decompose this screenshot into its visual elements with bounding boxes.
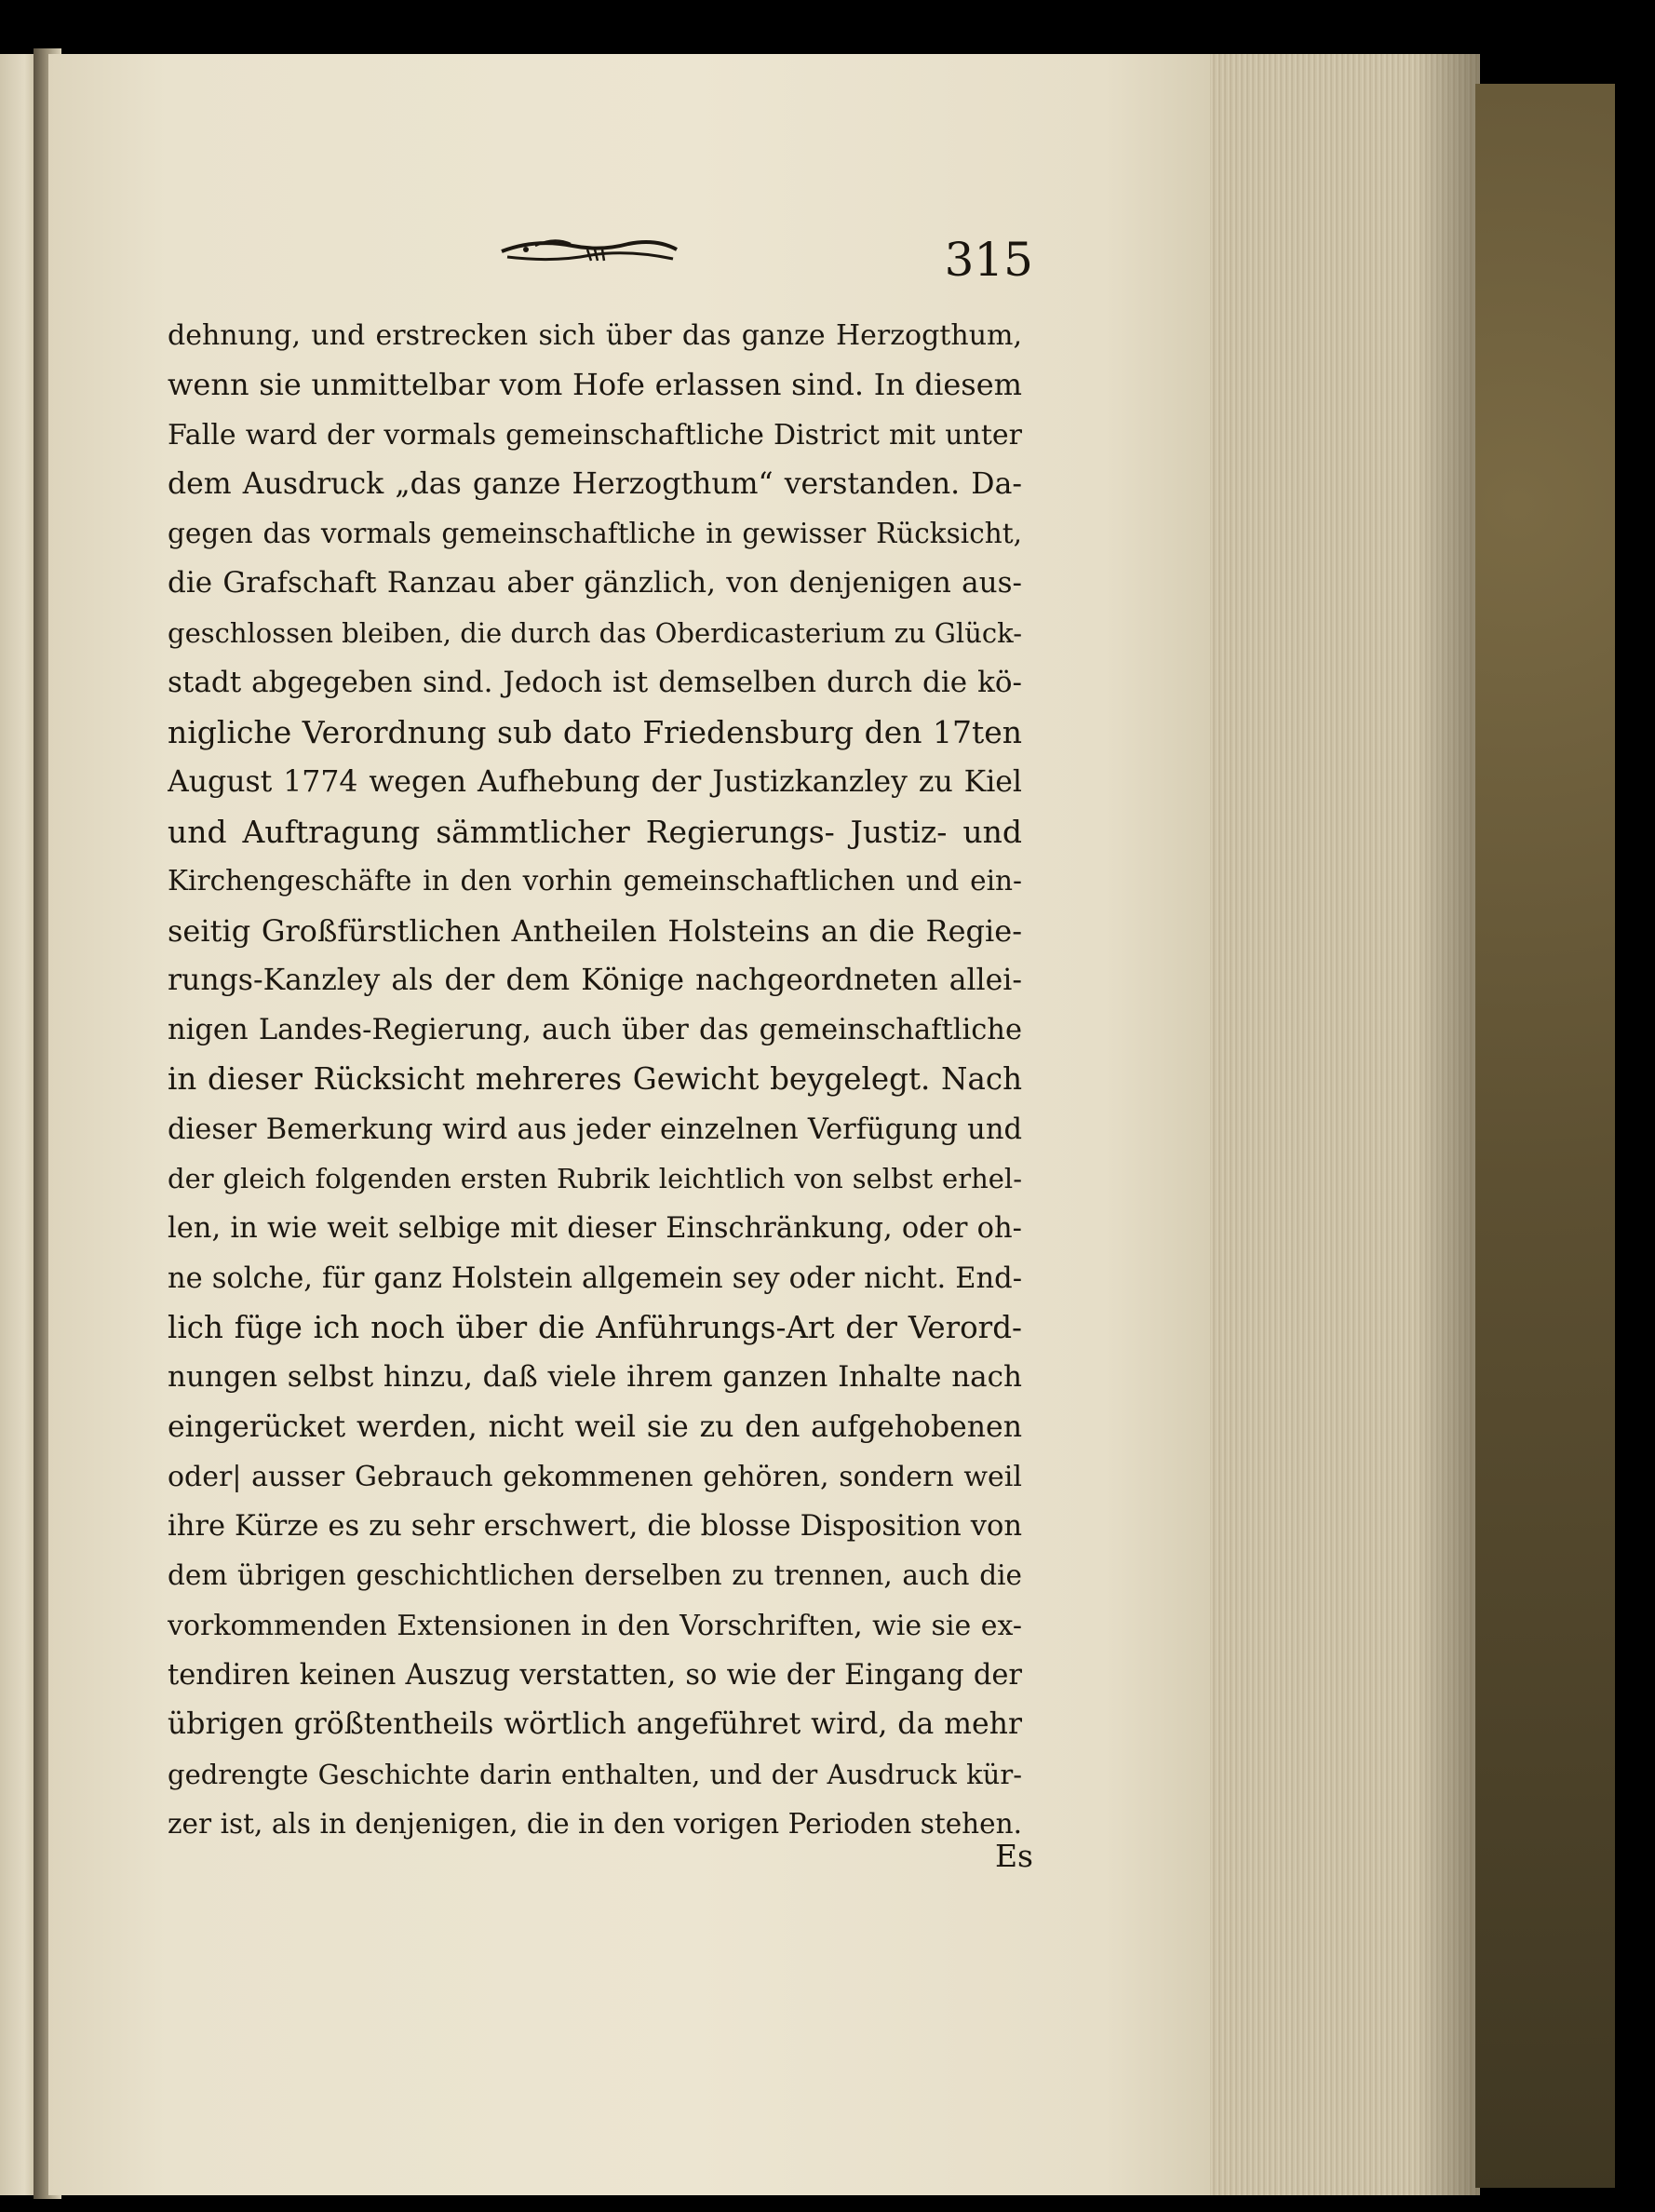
- text-line: oder| ausser Gebrauch gekommenen gehören, sondern weil: [168, 1460, 1022, 1493]
- text-line: August 1774 wegen Aufhebung der Justizkanzley zu Kiel: [168, 764, 1022, 799]
- text-line: Falle ward der vormals gemeinschaftliche District mit unter: [168, 418, 1022, 452]
- catchword: Es: [994, 1838, 1033, 1874]
- text-line: Kirchengeschäfte in den vorhin gemeinschaftlichen und ein-: [168, 865, 1022, 897]
- text-line: übrigen größtentheils wörtlich angeführet wird, da mehr: [168, 1707, 1022, 1742]
- decorative-rule-icon: [498, 233, 679, 270]
- text-line: dem übrigen geschichtlichen derselben zu trennen, auch die: [168, 1559, 1022, 1592]
- text-line: dem Ausdruck „das ganze Herzogthum“ verstanden. Da-: [168, 466, 1022, 501]
- text-line: stadt abgegeben sind. Jedoch ist demselben durch die kö-: [168, 666, 1022, 700]
- page-number: 315: [944, 233, 1033, 287]
- text-line: eingerücket werden, nicht weil sie zu den aufgehobenen: [168, 1409, 1022, 1444]
- text-line: nigen Landes-Regierung, auch über das gemeinschaftliche: [168, 1014, 1022, 1047]
- page-body-text: [168, 311, 1022, 1849]
- text-line: die Grafschaft Ranzau aber gänzlich, von denjenigen aus-: [168, 566, 1022, 600]
- text-line: lich füge ich noch über die Anführungs-Art der Verord-: [168, 1309, 1022, 1345]
- text-line: dieser Bemerkung wird aus jeder einzelnen Verfügung und: [168, 1113, 1022, 1146]
- text-line: und Auftragung sämmtlicher Regierungs- Justiz- und: [168, 813, 1022, 850]
- text-line: dehnung, und erstrecken sich über das ganze Herzogthum,: [168, 319, 1022, 352]
- text-line: nigliche Verordnung sub dato Friedensburg den 17ten: [168, 714, 1022, 751]
- text-line: seitig Großfürstlichen Antheilen Holsteins an die Regie-: [168, 912, 1022, 949]
- text-line: tendiren keinen Auszug verstatten, so wie der Eingang der: [168, 1659, 1022, 1693]
- text-line: ihre Kürze es zu sehr erschwert, die blosse Disposition von: [168, 1510, 1022, 1544]
- book-cover: [1475, 84, 1615, 2188]
- page-edges-shadow: [1415, 54, 1480, 2195]
- text-line: rungs-Kanzley als der dem Könige nachgeordneten allei-: [168, 963, 1022, 997]
- text-line: in dieser Rücksicht mehreres Gewicht beygelegt. Nach: [168, 1061, 1022, 1098]
- text-line: vorkommenden Extensionen in den Vorschriften, wie sie ex-: [168, 1609, 1022, 1642]
- text-line: gegen das vormals gemeinschaftliche in gewisser Rücksicht,: [168, 518, 1022, 550]
- text-line: gedrengte Geschichte darin enthalten, und der Ausdruck kür-: [168, 1758, 1022, 1790]
- text-line: ne solche, für ganz Holstein allgemein sey oder nicht. End-: [168, 1261, 1022, 1295]
- text-line: geschlossen bleiben, die durch das Oberdicasterium zu Glück-: [168, 616, 1022, 649]
- text-line: zer ist, als in denjenigen, die in den vorigen Perioden stehen.: [168, 1807, 1022, 1840]
- text-line: der gleich folgenden ersten Rubrik leichtlich von selbst erhel-: [168, 1163, 1022, 1195]
- text-line: len, in wie weit selbige mit dieser Einschränkung, oder oh-: [168, 1212, 1022, 1246]
- text-line: nungen selbst hinzu, daß viele ihrem ganzen Inhalte nach: [168, 1360, 1022, 1395]
- text-line: wenn sie unmittelbar vom Hofe erlassen sind. In diesem: [168, 367, 1022, 403]
